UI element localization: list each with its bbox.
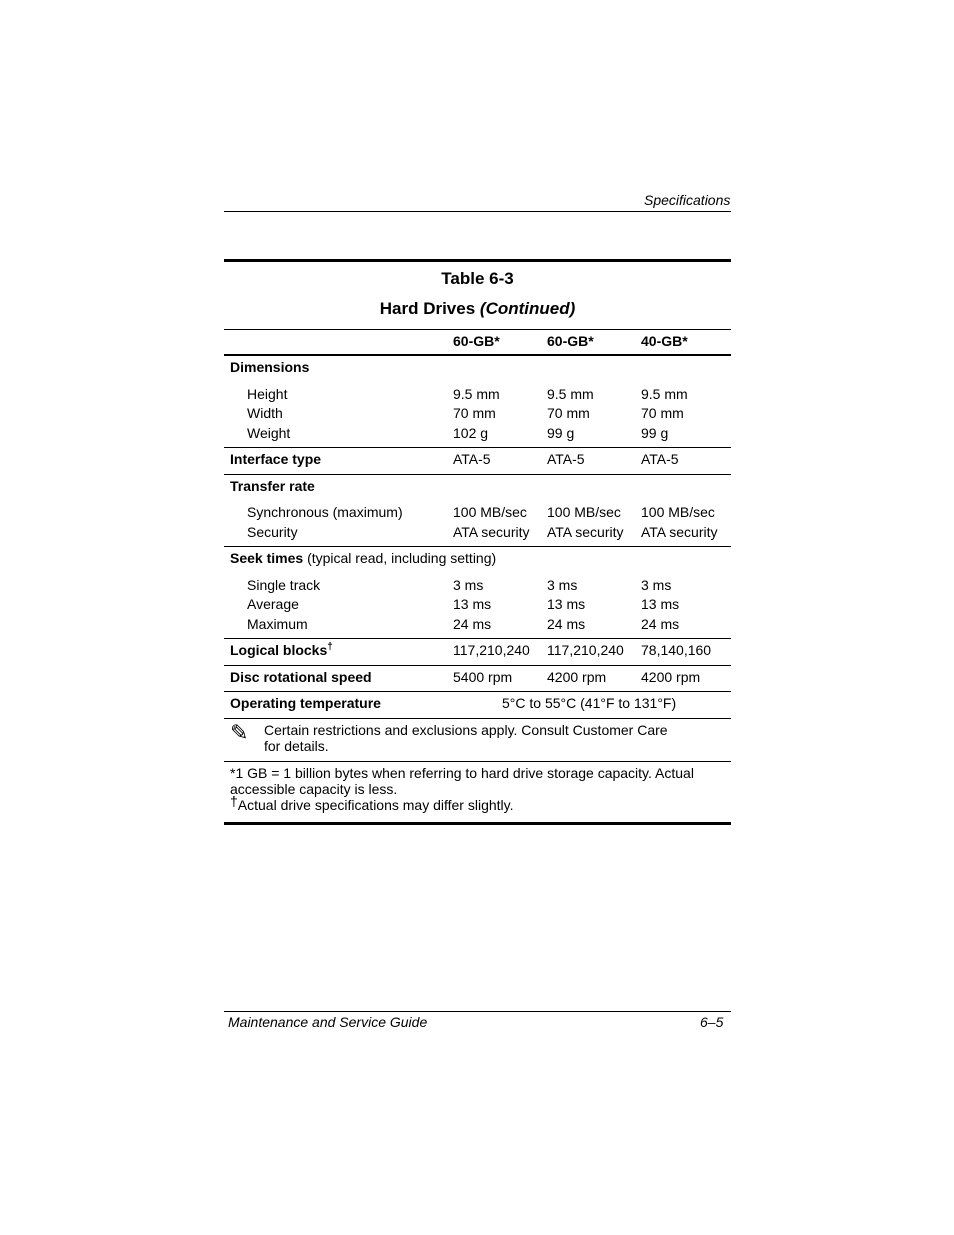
row-rule xyxy=(224,447,731,448)
transfer-rate-heading: Transfer rate xyxy=(230,478,315,494)
table-cell: 99 g xyxy=(547,425,575,441)
table-cell: ATA-5 xyxy=(453,451,491,467)
dagger-mark: † xyxy=(327,641,333,653)
row-rule xyxy=(224,718,731,719)
row-rule xyxy=(224,665,731,666)
table-cell: 70 mm xyxy=(453,405,496,421)
row-rule xyxy=(224,546,731,547)
row-label-maximum: Maximum xyxy=(247,616,308,632)
footer-rule xyxy=(224,1011,731,1012)
seek-times-label: Seek times xyxy=(230,550,304,566)
table-cell: 102 g xyxy=(453,425,489,441)
row-label-weight: Weight xyxy=(247,425,291,441)
row-label-width: Width xyxy=(247,405,283,421)
row-label-synchronous: Synchronous (maximum) xyxy=(247,504,403,520)
row-label-security: Security xyxy=(247,524,298,540)
column-header-rule xyxy=(224,354,731,356)
table-cell: 24 ms xyxy=(547,616,586,632)
table-cell: 24 ms xyxy=(453,616,492,632)
table-cell: 5400 rpm xyxy=(453,669,513,685)
table-cell: 100 MB/sec xyxy=(453,504,527,520)
table-cell: 3 ms xyxy=(547,577,578,593)
table-cell: 117,210,240 xyxy=(453,642,530,658)
column-header-3: 40-GB* xyxy=(641,333,688,349)
table-cell: ATA security xyxy=(547,524,624,540)
footer-guide-title: Maintenance and Service Guide xyxy=(228,1014,428,1030)
note-rule xyxy=(224,761,731,762)
table-cell: 13 ms xyxy=(641,596,680,612)
page-number: 6–5 xyxy=(700,1014,724,1030)
table-cell: 99 g xyxy=(641,425,669,441)
footnote-gb: *1 GB = 1 billion bytes when referring to hard drive storage capacity. Actual accessible capacity is less. xyxy=(230,765,694,797)
table-cell: 117,210,240 xyxy=(547,642,624,658)
table-cell: 9.5 mm xyxy=(641,386,688,402)
table-number: Table 6-3 xyxy=(441,269,514,288)
table-cell: ATA security xyxy=(641,524,718,540)
table-cell: 78,140,160 xyxy=(641,642,712,658)
table-cell: 70 mm xyxy=(641,405,684,421)
logical-blocks-text: Logical blocks xyxy=(230,642,328,658)
row-label-single-track: Single track xyxy=(247,577,321,593)
table-cell: 13 ms xyxy=(547,596,586,612)
table-cell: ATA security xyxy=(453,524,530,540)
table-cell: ATA-5 xyxy=(547,451,585,467)
dimensions-heading: Dimensions xyxy=(230,359,310,375)
table-title-suffix: (Continued) xyxy=(479,299,576,318)
row-rule xyxy=(224,691,731,692)
rotational-speed-label: Disc rotational speed xyxy=(230,669,372,685)
table-cell: 9.5 mm xyxy=(547,386,594,402)
row-label-height: Height xyxy=(247,386,288,402)
table-cell: 3 ms xyxy=(453,577,484,593)
logical-blocks-label xyxy=(230,642,333,658)
table-cell: 100 MB/sec xyxy=(547,504,621,520)
column-header-1: 60-GB* xyxy=(453,333,500,349)
table-cell: 4200 rpm xyxy=(641,669,701,685)
footnote-dagger: † xyxy=(230,793,238,809)
table-cell: 3 ms xyxy=(641,577,672,593)
table-title xyxy=(224,299,731,319)
operating-temperature-label: Operating temperature xyxy=(230,695,381,711)
caption-rule xyxy=(224,329,731,330)
table-title-main: Hard Drives xyxy=(379,299,476,318)
table-bottom-rule xyxy=(224,822,731,825)
row-rule xyxy=(224,638,731,639)
table-cell: 24 ms xyxy=(641,616,680,632)
header-rule xyxy=(224,211,731,212)
footnote-actual xyxy=(230,793,514,813)
table-cell: 9.5 mm xyxy=(453,386,500,402)
footnote-actual-text: Actual drive specifications may differ slightly. xyxy=(237,797,514,813)
table-cell: 13 ms xyxy=(453,596,492,612)
note-text: Certain restrictions and exclusions apply. Consult Customer Care for details. xyxy=(264,722,668,754)
running-header: Specifications xyxy=(644,192,731,208)
table-top-rule xyxy=(224,259,731,262)
table-cell: 70 mm xyxy=(547,405,590,421)
operating-temperature-value: 5°C to 55°C (41°F to 131°F) xyxy=(502,695,677,711)
table-cell: 100 MB/sec xyxy=(641,504,715,520)
seek-times-note: (typical read, including setting) xyxy=(307,550,497,566)
table-cell: ATA-5 xyxy=(641,451,679,467)
pencil-icon: ✎ xyxy=(230,720,249,745)
table-cell: 4200 rpm xyxy=(547,669,607,685)
seek-times-heading xyxy=(230,550,496,566)
row-rule xyxy=(224,474,731,475)
column-header-2: 60-GB* xyxy=(547,333,594,349)
row-label-average: Average xyxy=(247,596,299,612)
interface-type-label: Interface type xyxy=(230,451,322,467)
